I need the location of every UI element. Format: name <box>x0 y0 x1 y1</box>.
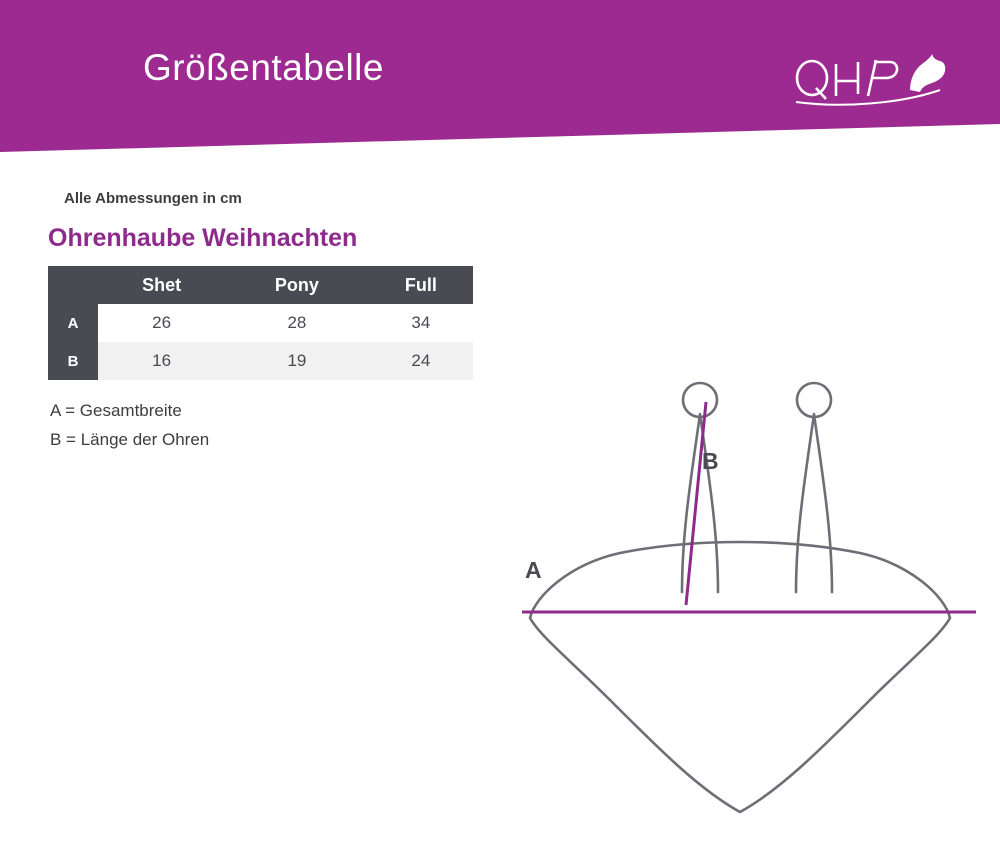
table-cell: 24 <box>369 342 473 380</box>
table-row-label: B <box>48 342 98 380</box>
table-row <box>48 342 473 380</box>
units-note: Alle Abmessungen in cm <box>64 190 242 207</box>
diagram-label-a: A <box>525 557 542 583</box>
legend <box>50 396 209 454</box>
page-title: Größentabelle <box>143 47 384 88</box>
table-column-header: Shet <box>98 266 225 304</box>
table-cell: 26 <box>98 304 225 342</box>
legend-item-a: A = Gesamtbreite <box>50 401 182 420</box>
table-row <box>48 304 473 342</box>
table-corner-cell <box>48 266 98 304</box>
table-cell: 34 <box>369 304 473 342</box>
size-table <box>48 266 473 380</box>
table-cell: 28 <box>225 304 368 342</box>
bonnet-outline <box>530 542 950 812</box>
product-title: Ohrenhaube Weihnachten <box>48 224 358 252</box>
table-header-row <box>48 266 473 304</box>
table-column-header: Full <box>369 266 473 304</box>
table-cell: 16 <box>98 342 225 380</box>
table-row-label: A <box>48 304 98 342</box>
legend-item-b: B = Länge der Ohren <box>50 430 210 449</box>
qhp-logo <box>790 52 950 107</box>
right-ear-tip <box>797 383 831 417</box>
ear-bonnet-diagram <box>500 360 1000 840</box>
page-header <box>0 0 1000 160</box>
table-column-header: Pony <box>225 266 368 304</box>
diagram-label-b: B <box>702 448 719 474</box>
right-ear-outline <box>796 414 832 592</box>
table-cell: 19 <box>225 342 368 380</box>
left-ear-outline <box>682 414 718 592</box>
left-ear-tip <box>683 383 717 417</box>
